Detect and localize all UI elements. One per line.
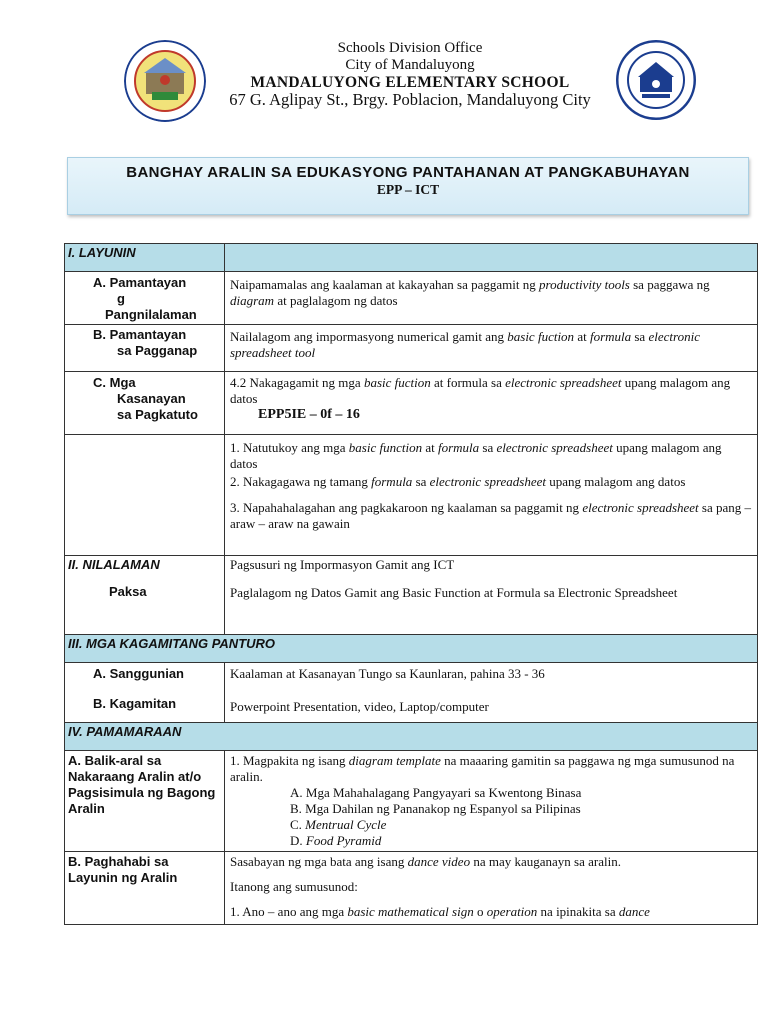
label-line: B. Pamantayan [93,327,187,342]
text: sa paggawa ng [629,277,710,292]
label-line: Kasanayan [117,391,186,406]
objective-1: 1. Natutukoy ang mga basic function at formula sa electronic spreadsheet upang malagom ang datos [230,440,722,471]
section-blank [225,244,758,272]
text: Nailalagom ang impormasyong numerical gamit ang [230,329,508,344]
text: upang malagom ang datos [230,375,731,406]
city-name: City of Mandaluyong [345,57,475,73]
balik-aral-text: 1. Magpakita ng isang diagram template na maaaring gamitin sa paggawa ng mga sumusunod na aralin. [230,753,735,784]
label-line: sa Pagganap [117,343,198,358]
text: diagram [230,293,275,308]
school-address: 67 G. Aglipay St., Brgy. Poblacion, Mandaluyong City [229,90,591,109]
text: formula [589,329,632,344]
row-paghahabi [65,852,758,925]
office-name: Schools Division Office [337,40,483,56]
section-pamamaraan [65,723,758,751]
text: 4.2 Nakagagamit ng mga [230,375,364,390]
sanggunian-text: Kaalaman at Kasanayan Tungo sa Kaunlaran, pahina 33 - 36 [230,666,545,681]
label-line: B. Kagamitan [93,696,177,711]
nilalaman-text: Pagsusuri ng Impormasyon Gamit ang ICT [230,557,455,572]
objective-3: 3. Napahahalagahan ang pagkakaroon ng kaalaman sa paggamit ng electronic spreadsheet sa pang – araw – araw na gawain [230,500,752,531]
text: basic fuction [363,375,431,390]
row-label [65,663,225,723]
row-content [225,663,758,723]
paksa-label: Paksa [109,584,147,599]
section-label: III. MGA KAGAMITANG PANTURO [65,635,758,663]
row-kagamitan [65,663,758,723]
row-label-empty [65,435,225,556]
row-objectives [65,435,758,556]
row-content [225,556,758,635]
text: at paglalagom ng datos [274,293,398,308]
section-kagamitan [65,635,758,663]
lesson-plan-table [64,243,758,925]
text: electronic spreadsheet tool [230,329,700,360]
kagamitan-text: Powerpoint Presentation, video, Laptop/computer [230,699,489,714]
section-label: IV. PAMAMARAAN [65,723,758,751]
row-label [65,272,225,325]
row-content [225,372,758,435]
question-1: 1. Ano – ano ang mga basic mathematical sign o operation na ipinakita sa dance [230,904,650,919]
competency-code: EPP5IE – 0f – 16 [258,407,360,422]
section-label: II. NILALAMAN [68,557,160,572]
paghahabi-text: Sasabayan ng mga bata ang isang dance video na may kauganayn sa aralin. [230,854,621,869]
row-content [225,751,758,852]
text: sa [631,329,649,344]
row-label [65,325,225,372]
row-content [225,852,758,925]
text: productivity tools [539,277,630,292]
text: at formula sa [430,375,506,390]
itanong-text: Itanong ang sumusunod: [230,879,358,894]
label-line: Pangnilalaman [105,307,197,322]
row-pamantayan-pagganap [65,325,758,372]
paksa-text: Paglalagom ng Datos Gamit ang Basic Function at Formula sa Electronic Spreadsheet [230,585,678,600]
row-label: B. Paghahabi sa Layunin ng Aralin [65,852,225,925]
row-content [225,325,758,372]
label-line: C. Mga [93,375,136,390]
list-item: A. Mga Mahahalagang Pangyayari sa Kwentong Binasa [290,785,582,800]
list-item: B. Mga Dahilan ng Pananakop ng Espanyol sa Pilipinas [290,801,581,816]
text: basic fuction [507,329,575,344]
row-label [65,372,225,435]
row-label [65,556,225,635]
label-line: sa Pagkatuto [117,407,198,422]
row-nilalaman [65,556,758,635]
header-text [210,40,610,108]
row-pamantayan-pangnilalaman [65,272,758,325]
school-header [0,36,768,116]
list-item: D. Food Pyramid [290,833,382,848]
row-balik-aral [65,751,758,852]
objective-2: 2. Nakagagawa ng tamang formula sa electronic spreadsheet upang malagom ang datos [230,474,686,489]
row-content [225,435,758,556]
school-seal-logo [616,40,696,120]
label-line: A. Pamantayan [93,275,187,290]
list-item: C. Mentrual Cycle [290,817,387,832]
label-line: g [117,291,125,306]
text: at [574,329,590,344]
school-name: MANDALUYONG ELEMENTARY SCHOOL [250,74,570,91]
division-office-logo [124,40,206,122]
text: electronic spreadsheet [505,375,622,390]
section-label: I. LAYUNIN [65,244,225,272]
lesson-plan-title: BANGHAY ARALIN SA EDUKASYONG PANTAHANAN AT PANGKABUHAYAN [126,164,690,181]
label-line: A. Sanggunian [93,666,184,681]
row-label: A. Balik-aral sa Nakaraang Aralin at/o Pagsisimula ng Bagong Aralin [65,751,225,852]
section-layunin [65,244,758,272]
row-kasanayan [65,372,758,435]
text: Naipamamalas ang kaalaman at kakayahan sa paggamit ng [230,277,539,292]
diagram-list [230,785,752,849]
lesson-plan-title-box [67,157,749,215]
row-content [225,272,758,325]
lesson-plan-subject: EPP – ICT [376,182,440,197]
